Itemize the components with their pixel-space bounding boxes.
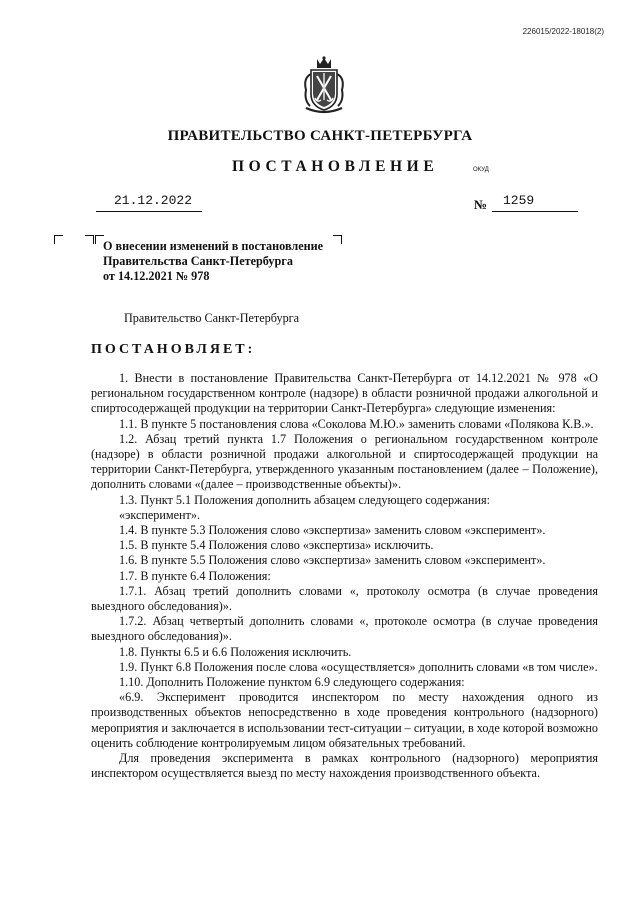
number-label: №: [474, 197, 488, 212]
paragraph: Для проведения эксперимента в рамках контрольного (надзорного) мероприятия инспектором осуществляется выезд по месту нахождения производственного объекта.: [91, 751, 598, 781]
paragraph: 1.7.2. Абзац четвертый дополнить словами «, протоколе осмотра (в случае проведения выездного обследования)».: [91, 614, 598, 644]
document-date: 21.12.2022: [114, 193, 193, 208]
date-underline: [96, 211, 202, 212]
subject-line: Правительства Санкт-Петербурга: [103, 254, 293, 268]
paragraph: 1.7. В пункте 6.4 Положения:: [119, 568, 271, 583]
margin-bracket: [54, 235, 63, 244]
paragraph: 1.2. Абзац третий пункта 1.7 Положения о региональном государственном контроле (надзоре) в области розничной продажи алкогольной и спиртосодержащей продукции на территории Санкт-Петербурга, утвержденного указанным постановлением (далее – Положение), дополнить словами «(далее – производственные объекты)».: [91, 431, 598, 492]
spb-coat-of-arms-icon: [300, 56, 348, 114]
margin-bracket: [85, 235, 94, 244]
subject-line: О внесении изменений в постановление: [103, 239, 324, 253]
margin-bracket: [333, 235, 342, 244]
okud-label: ОКУД: [473, 167, 489, 173]
document-code: 226015/2022-18018(2): [522, 27, 604, 36]
document-subject: [103, 239, 323, 284]
paragraph: 1.5. В пункте 5.4 Положения слово «экспертиза» исключить.: [119, 538, 434, 553]
document-type-title: ПОСТАНОВЛЕНИЕ: [232, 158, 439, 175]
paragraph: 1.6. В пункте 5.5 Положения слово «экспертиза» заменить словом «эксперимент».: [119, 553, 546, 568]
resolves-heading: ПОСТАНОВЛЯЕТ:: [91, 342, 256, 357]
document-body: [91, 371, 598, 781]
paragraph: «эксперимент».: [119, 507, 201, 522]
paragraph: 1.8. Пункты 6.5 и 6.6 Положения исключить.: [119, 644, 352, 659]
document-number: 1259: [503, 193, 535, 208]
paragraph: 1.9. Пункт 6.8 Положения после слова «осуществляется» дополнить словами «в том числе».: [119, 659, 598, 674]
issuer-line: Правительство Санкт-Петербурга: [124, 311, 300, 325]
government-title: ПРАВИТЕЛЬСТВО САНКТ-ПЕТЕРБУРГА: [167, 128, 473, 144]
paragraph: 1.7.1. Абзац третий дополнить словами «, протоколу осмотра (в случае проведения выездного обследования)».: [91, 583, 598, 614]
paragraph: 1.4. В пункте 5.3 Положения слово «экспертиза» заменить словом «эксперимент».: [119, 523, 546, 538]
paragraph: 1. Внести в постановление Правительства Санкт-Петербурга от 14.12.2021 № 978 «О региональном государственном контроле (надзоре) в области розничной продажи алкогольной и спиртосодержащей продукции на территории Санкт-Петербурга» следующие изменения:: [91, 371, 598, 416]
paragraph: 1.1. В пункте 5 постановления слова «Соколова М.Ю.» заменить словами «Полякова К.В.».: [119, 416, 594, 431]
number-underline: [492, 211, 578, 212]
paragraph: 1.3. Пункт 5.1 Положения дополнить абзацем следующего содержания:: [119, 492, 490, 507]
subject-line: от 14.12.2021 № 978: [103, 269, 210, 283]
paragraph: 1.10. Дополнить Положение пунктом 6.9 следующего содержания:: [119, 675, 465, 690]
paragraph: «6.9. Эксперимент проводится инспектором по месту нахождения одного из производственных объектов непосредственно в ходе проведения контрольного (надзорного) мероприятия и заключается в использовании тест-ситуации – ситуации, в ходе которой возможно оценить соблюдение контролируемым лицом обязательных требований.: [91, 690, 598, 750]
